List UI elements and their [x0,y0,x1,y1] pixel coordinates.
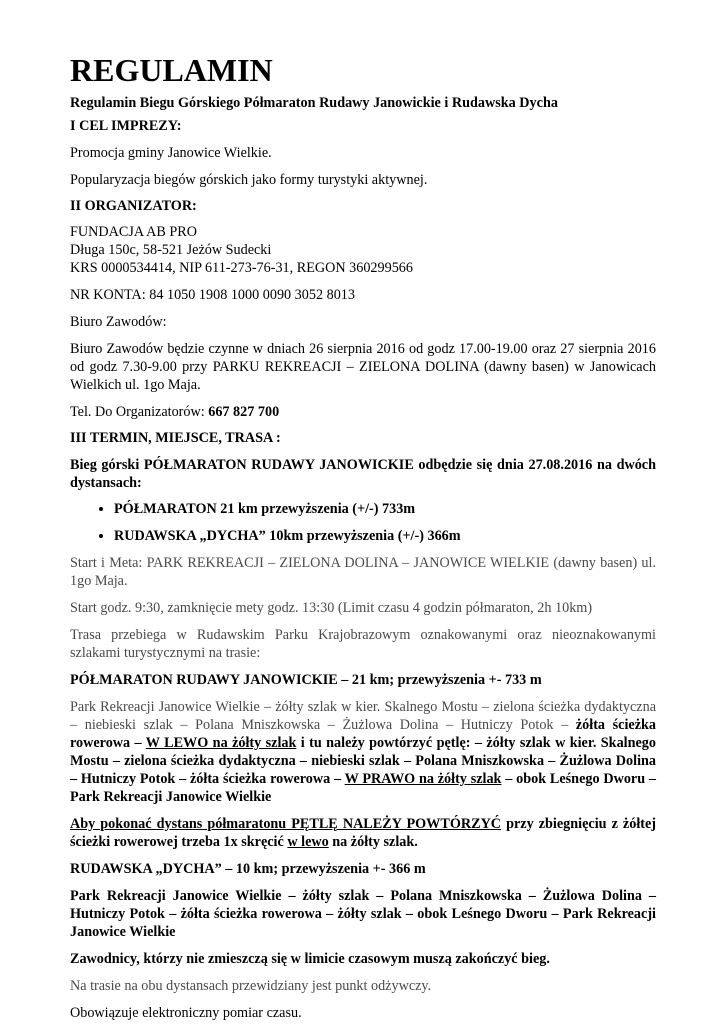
goal-paragraph-2: Popularyzacja biegów górskich jako formy turystyki aktywnej. [70,172,428,188]
loop-note: Aby pokonać dystans półmaratonu PĘTLĘ NALEŻY POWTÓRZYĆ przy zbiegnięciu z żółtej ścieżki rowerowej trzeba 1x skręcić w lewo na żółty szlak. [70,816,657,850]
document-page [70,52,656,1022]
start-meta: Start i Meta: PARK REKREACJI – ZIELONA DOLINA – JANOWICE WIELKIE (dawny basen) ul. 1go Maja. [70,555,656,589]
bank-account: NR KONTA: 84 1050 1908 1000 0090 3052 8013 [70,287,355,303]
phone-label: Tel. Do Organizatorów: [70,404,209,420]
dycha-route: Park Rekreacji Janowice Wielkie – żółty szlak – Polana Mniszkowska – Żużlowa Dolina – Hutniczy Potok – żółta ścieżka rowerowa – żółty szlak – obok Leśnego Dworu – Park Rekreacji Janowice Wielkie [70,888,656,940]
race-intro: Bieg górski PÓŁMARATON RUDAWY JANOWICKIE odbędzie się dnia 27.08.2016 na dwóch dystansach: [70,457,656,491]
distance-list [70,500,656,545]
office-paragraph: Biuro Zawodów będzie czynne w dniach 26 sierpnia 2016 od godz 17.00-19.00 oraz 27 sierpnia 2016 od godz 7.30-9.00 przy PARKU REKREACJI – ZIELONA DOLINA (dawny basen) w Janowicach Wielkich ul. 1go Maja. [70,341,656,393]
section-heading-term: III TERMIN, MIEJSCE, TRASA : [70,430,281,446]
start-time: Start godz. 9:30, zamknięcie mety godz. 13:30 (Limit czasu 4 godzin półmaraton, 2h 10km) [70,600,593,616]
phone-line [70,403,656,421]
timing-note: Obowiązuje elektroniczny pomiar czasu. [70,1005,302,1021]
organizer-address: Długa 150c, 58-521 Jeżów Sudecki [70,242,272,258]
organizer-name: FUNDACJA AB PRO [70,224,197,240]
distance-item-half-marathon: • PÓŁMARATON 21 km przewyższenia (+/-) 733m [114,500,656,518]
time-limit-note: Zawodnicy, którzy nie zmieszczą się w limicie czasowym muszą zakończyć bieg. [70,951,550,967]
dycha-heading: RUDAWSKA „DYCHA” – 10 km; przewyższenia +- 366 m [70,861,426,877]
distance-item-dycha: • RUDAWSKA „DYCHA” 10km przewyższenia (+/-) 366m [114,527,656,545]
refreshment-note: Na trasie na obu dystansach przewidziany jest punkt odżywczy. [70,978,432,994]
goal-paragraph-1: Promocja gminy Janowice Wielkie. [70,145,272,161]
route-intro: Trasa przebiega w Rudawskim Parku Krajobrazowym oznakowanymi oraz nieoznakowanymi szlakami turystycznymi na trasie: [70,627,656,661]
section-heading-goal: I CEL IMPREZY: [70,118,182,134]
half-marathon-route: Park Rekreacji Janowice Wielkie – żółty szlak w kier. Skalnego Mostu – zielona ścieżka dydaktyczna – niebieski szlak – Polana Mniszkowska – Żużlowa Dolina – Hutniczy Potok – żółta ścieżka rowerowa – W LEWO na żółty szlak i tu należy powtórzyć pętlę: – żółty szlak w kier. Skalnego Mostu – zielona ścieżka dydaktyczna – niebieski szlak – Polana Mniszkowska – Żużlowa Dolina – Hutniczy Potok – żółta ścieżka rowerowa – W PRAWO na żółty szlak – obok Leśnego Dworu – Park Rekreacji Janowice Wielkie [70,699,656,805]
section-heading-organizer: II ORGANIZATOR: [70,198,197,214]
office-label: Biuro Zawodów: [70,314,167,330]
organizer-registry: KRS 0000534414, NIP 611-273-76-31, REGON 360299566 [70,260,413,276]
document-title: REGULAMIN [70,52,273,88]
document-subtitle: Regulamin Biegu Górskiego Półmaraton Rudawy Janowickie i Rudawska Dycha [70,95,558,111]
half-marathon-heading: PÓŁMARATON RUDAWY JANOWICKIE – 21 km; przewyższenia +- 733 m [70,672,542,688]
phone-number: 667 827 700 [208,404,280,420]
